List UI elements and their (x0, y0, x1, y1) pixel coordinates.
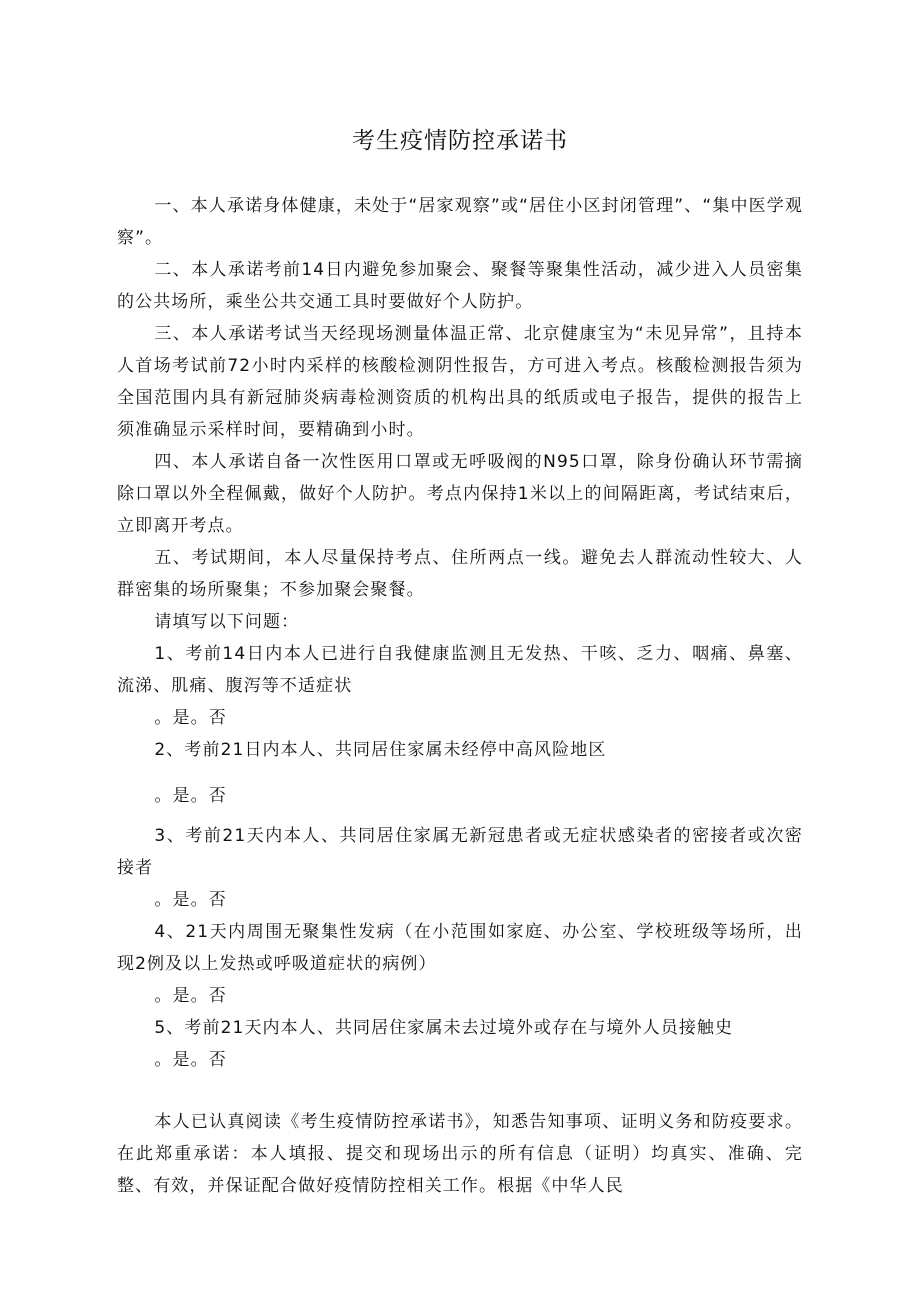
question-2-options[interactable]: 。是。否 (154, 786, 227, 806)
question-4-options[interactable]: 。是。否 (154, 986, 227, 1006)
question-5-options[interactable]: 。是。否 (154, 1050, 227, 1070)
commitment-paragraph-4: 四、本人承诺自备一次性医用口罩或无呼吸阀的N95口罩，除身份确认环节需摘除口罩以外全程佩戴，做好个人防护。考点内保持1米以上的间隔距离，考试结束后，立即离开考点。 (117, 452, 803, 536)
document-body (117, 190, 803, 1202)
commitment-paragraph-3: 三、本人承诺考试当天经现场测量体温正常、北京健康宝为“未见异常”，且持本人首场考试前72小时内采样的核酸检测阴性报告，方可进入考点。核酸检测报告须为全国范围内具有新冠肺炎病毒检测资质的机构出具的纸质或电子报告，提供的报告上须准确显示采样时间，要精确到小时。 (117, 324, 803, 440)
question-5: 5、考前21天内本人、共同居住家属未去过境外或存在与境外人员接触史 (154, 1018, 734, 1038)
question-2: 2、考前21日内本人、共同居住家属未经停中高风险地区 (154, 740, 607, 760)
commitment-paragraph-2: 二、本人承诺考前14日内避免参加聚会、聚餐等聚集性活动，减少进入人员密集的公共场所，乘坐公共交通工具时要做好个人防护。 (117, 260, 803, 312)
declaration-paragraph: 本人已认真阅读《考生疫情防控承诺书》，知悉告知事项、证明义务和防疫要求。在此郑重承诺：本人填报、提交和现场出示的所有信息（证明）均真实、准确、完整、有效，并保证配合做好疫情防控相关工作。根据《中华人民 (117, 1112, 803, 1196)
question-4: 4、21天内周围无聚集性发病（在小范围如家庭、办公室、学校班级等场所，出现2例及以上发热或呼吸道症状的病例） (117, 922, 803, 974)
question-3-options[interactable]: 。是。否 (154, 890, 227, 910)
commitment-paragraph-1: 一、本人承诺身体健康，未处于“居家观察”或“居住小区封闭管理”、“集中医学观察”。 (117, 196, 803, 248)
question-1: 1、考前14日内本人已进行自我健康监测且无发热、干咳、乏力、咽痛、鼻塞、流涕、肌痛、腹泻等不适症状 (117, 644, 803, 696)
question-1-options[interactable]: 。是。否 (154, 708, 227, 728)
document-title: 考生疫情防控承诺书 (352, 128, 568, 154)
questions-prompt: 请填写以下问题： (154, 612, 300, 632)
commitment-paragraph-5: 五、考试期间，本人尽量保持考点、住所两点一线。避免去人群流动性较大、人群密集的场所聚集；不参加聚会聚餐。 (117, 548, 803, 600)
question-3: 3、考前21天内本人、共同居住家属无新冠患者或无症状感染者的密接者或次密接者 (117, 826, 803, 878)
